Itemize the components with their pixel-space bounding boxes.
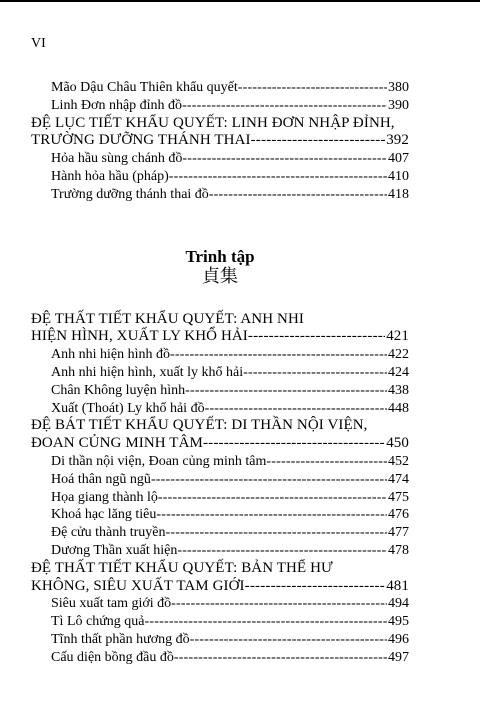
- toc-chapter-heading: ĐỆ BÁT TIẾT KHẨU QUYẾT: DI THẦN NỘI VIỆN,: [31, 417, 368, 434]
- toc-chapter-heading: ĐỆ THẤT TIẾT KHẨU QUYẾT: BẢN THỂ HƯ: [31, 559, 333, 576]
- toc-entry: Hành hỏa hầu (pháp) ----- 410: [31, 168, 409, 186]
- toc-entry: Khoá hạc lăng tiêu ----- 476: [31, 506, 409, 524]
- toc-entry: Đệ cửu thành truyền ----- 477: [31, 524, 409, 542]
- section-title-chinese: 貞集: [202, 265, 238, 287]
- toc-entry: Tì Lô chứng quả ----- 495: [31, 613, 409, 631]
- toc-entry: Xuất (Thoát) Ly khổ hải đồ ----- 448: [31, 400, 409, 418]
- toc-entry: Họa giang thành lộ ----- 475: [31, 489, 409, 507]
- toc-entry: Di thần nội viện, Đoan củng minh tâm ----- 452: [31, 453, 409, 471]
- toc-entry: Siêu xuất tam giới đồ ----- 494: [31, 595, 409, 613]
- toc-entry: Cấu diện bồng đầu đồ ----- 497: [31, 649, 409, 667]
- toc-chapter-heading: ĐỆ THẤT TIẾT KHẨU QUYẾT: ANH NHI: [31, 310, 304, 327]
- toc-chapter-heading: TRƯỜNG DƯỠNG THÁNH THAI ----- 392: [31, 132, 409, 150]
- toc-entry: Hỏa hầu sùng chánh đồ ----- 407: [31, 150, 409, 168]
- top-rule: [0, 0, 480, 2]
- toc-entry: Linh Đơn nhập đỉnh đồ ----- 390: [31, 97, 409, 115]
- toc-chapter-heading: ĐỆ LỤC TIẾT KHẨU QUYẾT: LINH ĐƠN NHẬP ĐỈNH,: [31, 114, 395, 131]
- toc-entry: Chân Không luyện hình ----- 438: [31, 382, 409, 400]
- toc-entry: Tĩnh thất phần hương đồ ----- 496: [31, 631, 409, 649]
- toc-entry: Anh nhi hiện hình đồ ----- 422: [31, 346, 409, 364]
- toc-entry: Mão Dậu Châu Thiên khẩu quyết ----- 380: [31, 79, 409, 97]
- toc-entry: Hoá thân ngũ ngũ ----- 474: [31, 471, 409, 489]
- toc-entry: Anh nhi hiện hình, xuất ly khổ hải ----- 424: [31, 364, 409, 382]
- toc-chapter-heading: HIỆN HÌNH, XUẤT LY KHỔ HẢI ----- 421: [31, 328, 409, 346]
- table-of-contents: [31, 79, 409, 667]
- toc-chapter-heading: KHÔNG, SIÊU XUẤT TAM GIỚI ----- 481: [31, 578, 409, 596]
- section-title: [31, 247, 409, 287]
- section-title-vietnamese: Trinh tập: [185, 246, 255, 266]
- toc-entry: Dương Thần xuất hiện ----- 478: [31, 542, 409, 560]
- toc-chapter-heading: ĐOAN CỦNG MINH TÂM ----- 450: [31, 435, 409, 453]
- page-number: VI: [31, 36, 46, 51]
- toc-entry: Trường dưỡng thánh thai đồ ----- 418: [31, 186, 409, 204]
